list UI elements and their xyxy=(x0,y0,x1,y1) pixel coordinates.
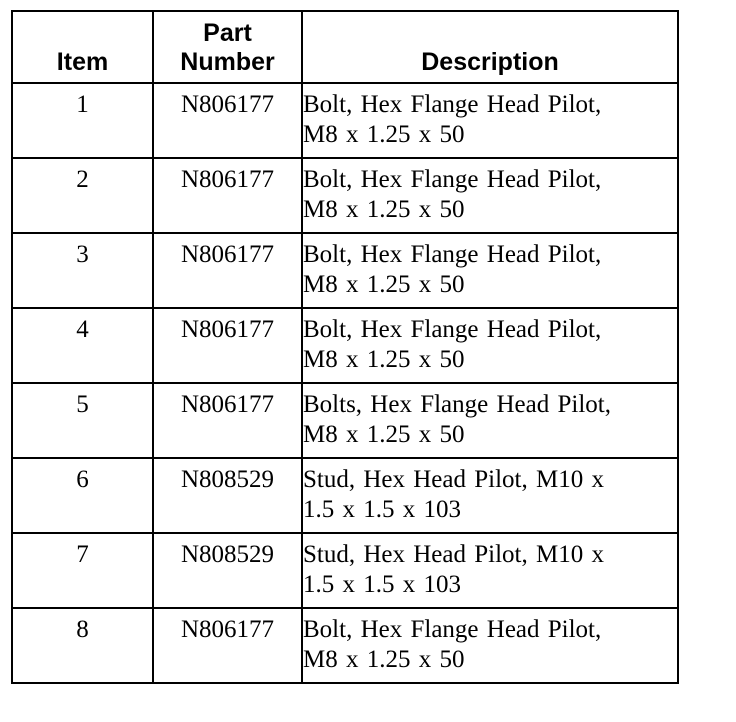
header-part-label-line2: Number xyxy=(180,48,275,76)
part-number-cell: N806177 xyxy=(153,608,302,683)
description-cell xyxy=(302,233,678,308)
item-cell: 3 xyxy=(12,233,153,308)
parts-table xyxy=(11,10,679,684)
table-row xyxy=(12,233,678,308)
header-row xyxy=(12,11,678,83)
part-number-cell: N806177 xyxy=(153,233,302,308)
table-row xyxy=(12,608,678,683)
header-description xyxy=(302,11,678,83)
part-number-cell: N806177 xyxy=(153,83,302,158)
description-line: M8 x 1.25 x 50 xyxy=(303,346,465,373)
description-line: M8 x 1.25 x 50 xyxy=(303,271,465,298)
description-cell xyxy=(302,158,678,233)
description-line: Bolts, Hex Flange Head Pilot, xyxy=(303,391,611,418)
part-number-cell: N808529 xyxy=(153,458,302,533)
part-number-cell: N806177 xyxy=(153,158,302,233)
table-row xyxy=(12,308,678,383)
header-item-label: Item xyxy=(56,48,109,76)
part-number-cell: N806177 xyxy=(153,383,302,458)
header-part-label-line1: Part xyxy=(203,19,252,47)
description-line: Stud, Hex Head Pilot, M10 x xyxy=(303,541,604,568)
description-line: Bolt, Hex Flange Head Pilot, xyxy=(303,241,602,268)
item-cell: 5 xyxy=(12,383,153,458)
header-item xyxy=(12,11,153,83)
description-line: Stud, Hex Head Pilot, M10 x xyxy=(303,466,604,493)
description-cell xyxy=(302,608,678,683)
description-cell xyxy=(302,308,678,383)
part-number-cell: N808529 xyxy=(153,533,302,608)
description-cell xyxy=(302,383,678,458)
header-description-label: Description xyxy=(421,48,559,76)
description-cell xyxy=(302,458,678,533)
description-line: 1.5 x 1.5 x 103 xyxy=(303,496,461,523)
description-line: 1.5 x 1.5 x 103 xyxy=(303,571,461,598)
item-cell: 7 xyxy=(12,533,153,608)
table-row xyxy=(12,383,678,458)
item-cell: 6 xyxy=(12,458,153,533)
item-cell: 4 xyxy=(12,308,153,383)
table-row xyxy=(12,83,678,158)
description-cell xyxy=(302,533,678,608)
item-cell: 1 xyxy=(12,83,153,158)
description-line: Bolt, Hex Flange Head Pilot, xyxy=(303,616,602,643)
description-cell xyxy=(302,83,678,158)
description-line: M8 x 1.25 x 50 xyxy=(303,421,465,448)
item-cell: 8 xyxy=(12,608,153,683)
table-row xyxy=(12,533,678,608)
description-line: M8 x 1.25 x 50 xyxy=(303,646,465,673)
item-cell: 2 xyxy=(12,158,153,233)
table-row xyxy=(12,458,678,533)
description-line: Bolt, Hex Flange Head Pilot, xyxy=(303,316,602,343)
description-line: M8 x 1.25 x 50 xyxy=(303,196,465,223)
description-line: Bolt, Hex Flange Head Pilot, xyxy=(303,91,602,118)
description-line: M8 x 1.25 x 50 xyxy=(303,121,465,148)
table-row xyxy=(12,158,678,233)
header-part-number xyxy=(153,11,302,83)
part-number-cell: N806177 xyxy=(153,308,302,383)
description-line: Bolt, Hex Flange Head Pilot, xyxy=(303,166,602,193)
